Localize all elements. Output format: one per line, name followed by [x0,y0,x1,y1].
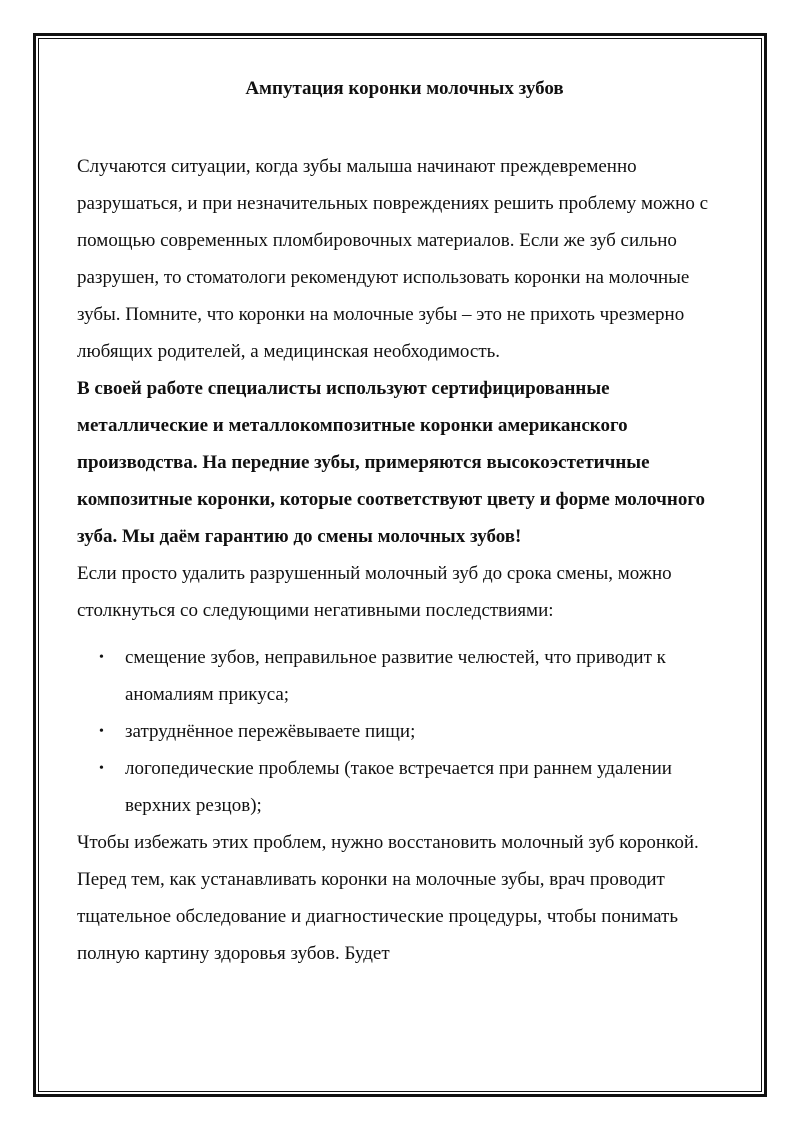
list-item-text: затруднённое пережёвываете пищи; [125,721,416,742]
list-item [77,750,732,824]
specialists-paragraph: В своей работе специалисты используют сертифицированные металлические и металлокомпозитные коронки американского производства. На передние зубы, примеряются высокоэстетичные композитные коронки, которые соответствуют цвету и форме молочного зуба. Мы даём гарантию до смены молочных зубов! [77,378,705,547]
document-title: Ампутация коронки молочных зубов [245,78,564,99]
document-body [77,74,732,972]
consequences-list [77,639,732,824]
intro-paragraph: Случаются ситуации, когда зубы малыша начинают преждевременно разрушаться, и при незначительных повреждениях решить проблему можно с помощью современных пломбировочных материалов. Если же зуб сильно разрушен, то стоматологи рекомендуют использовать коронки на молочные зубы. Помните, что коронки на молочные зубы – это не прихоть чрезмерно любящих родителей, а медицинская необходимость. [77,156,709,362]
bullet-dot-icon: • [99,761,104,776]
bullet-dot-icon: • [99,650,104,665]
list-item [77,639,732,713]
list-item-text: смещение зубов, неправильное развитие челюстей, что приводит к аномалиям прикуса; [125,647,666,705]
solution-paragraph: Чтобы избежать этих проблем, нужно восстановить молочный зуб коронкой. Перед тем, как устанавливать коронки на молочные зубы, врач проводит тщательное обследование и диагностические процедуры, чтобы понимать полную картину здоровья зубов. Будет [77,832,699,964]
bullet-dot-icon: • [99,724,104,739]
list-item [77,713,732,750]
consequences-intro-paragraph: Если просто удалить разрушенный молочный зуб до срока смены, можно столкнуться со следующими негативными последствиями: [77,563,672,621]
list-item-text: логопедические проблемы (такое встречается при раннем удалении верхних резцов); [125,758,672,816]
